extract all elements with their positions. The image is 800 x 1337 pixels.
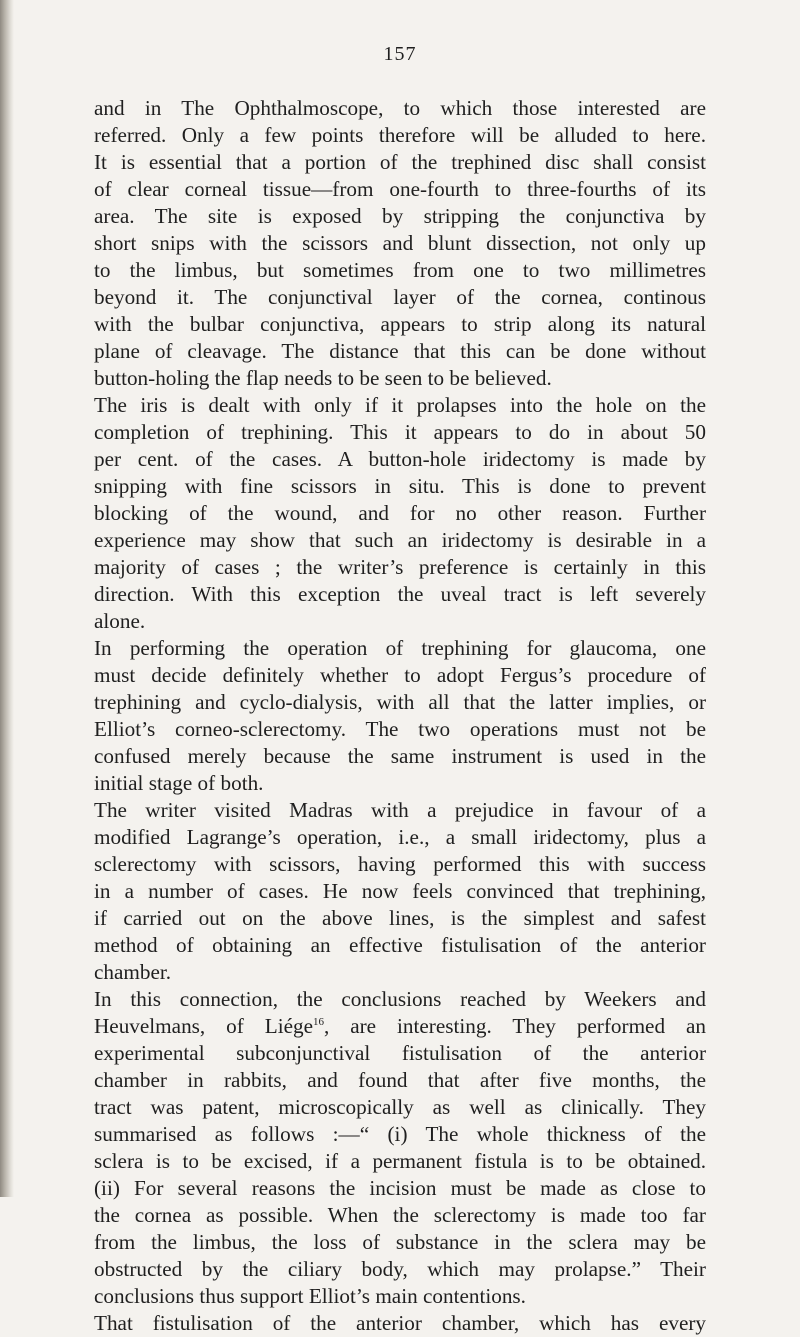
text-segment: , are interesting. They performed an	[323, 1014, 706, 1038]
text-segment: , a small iridectomy, plus a	[424, 825, 706, 849]
text-segment: and in	[94, 96, 182, 120]
text-segment: must decide definitely whether to adopt Fergus’s procedure of	[94, 663, 706, 687]
text-segment: majority of cases ; the writer’s preference is certainly in this	[94, 555, 706, 579]
text-line	[94, 851, 706, 878]
text-segment: obstructed by the ciliary body, which may prolapse.” Their	[94, 1257, 706, 1281]
text-segment: plane of cleavage. The distance that this can be done without	[94, 339, 706, 363]
footnote-reference: 16	[312, 1015, 324, 1028]
paragraph	[94, 149, 706, 392]
text-segment: method of obtaining an effective fistulisation of the anterior	[94, 933, 706, 957]
text-line	[94, 1094, 706, 1121]
text-line	[94, 1229, 706, 1256]
text-segment: In performing the operation of trephining for glaucoma, one	[94, 636, 706, 660]
text-line	[94, 1040, 706, 1067]
text-segment: Elliot’s corneo-sclerectomy. The two operations must not be	[94, 717, 706, 741]
text-segment: referred. Only a few points therefore will be alluded to here.	[94, 123, 706, 147]
text-line	[94, 95, 706, 122]
paragraph	[94, 95, 706, 149]
text-line	[94, 797, 706, 824]
text-line	[94, 1283, 706, 1310]
italic-text: in situ	[374, 474, 440, 498]
text-segment: from the limbus, the loss of substance in the sclera may be	[94, 1230, 706, 1254]
text-line	[94, 527, 706, 554]
paragraph	[94, 1310, 706, 1337]
text-line	[94, 986, 706, 1013]
text-line	[94, 581, 706, 608]
text-line	[94, 392, 706, 419]
text-line	[94, 824, 706, 851]
italic-text: i.e.	[398, 825, 425, 849]
text-line	[94, 149, 706, 176]
text-segment: , to which those interested are	[378, 96, 706, 120]
text-segment: experimental subconjunctival fistulisation of the anterior	[94, 1041, 706, 1065]
text-segment: snipping with fine scissors	[94, 474, 375, 498]
text-segment: of clear corneal tissue—from one-fourth to three-fourths of its	[94, 177, 706, 201]
text-segment: summarised as follows :—“ (i) The whole thickness of the	[94, 1122, 706, 1146]
text-line	[94, 500, 706, 527]
text-line	[94, 689, 706, 716]
text-segment: chamber.	[94, 960, 172, 984]
text-line	[94, 257, 706, 284]
text-segment: with the bulbar conjunctiva, appears to strip along its natural	[94, 312, 706, 336]
text-segment: confused merely because the same instrument is used in the	[94, 744, 706, 768]
text-segment: beyond it. The conjunctival layer of the cornea, continous	[94, 285, 706, 309]
text-line	[94, 1148, 706, 1175]
text-segment: blocking of the wound, and for no other reason. Further	[94, 501, 706, 525]
text-line	[94, 932, 706, 959]
text-segment: chamber in rabbits, and found that after five months, the	[94, 1068, 706, 1092]
text-segment: direction. With this exception the uveal tract is left severely	[94, 582, 706, 606]
text-line	[94, 1067, 706, 1094]
text-line	[94, 230, 706, 257]
text-segment: The iris is dealt with only if it prolapses into the hole on the	[94, 393, 706, 417]
text-line	[94, 365, 706, 392]
text-line	[94, 1175, 706, 1202]
text-line	[94, 770, 706, 797]
text-line	[94, 473, 706, 500]
text-segment: alone.	[94, 609, 146, 633]
text-segment: That fistulisation of the anterior chamber, which has every	[94, 1311, 706, 1335]
text-line	[94, 878, 706, 905]
text-segment: sclerectomy with scissors, having performed this with success	[94, 852, 706, 876]
text-line	[94, 743, 706, 770]
text-segment: the cornea as possible. When the sclerectomy is made too far	[94, 1203, 706, 1227]
text-segment: to the limbus, but sometimes from one to two millimetres	[94, 258, 706, 282]
italic-text: The Ophthalmoscope	[181, 96, 379, 120]
text-segment: The writer visited Madras with a prejudice in favour of a	[94, 798, 706, 822]
text-segment: per cent. of the cases. A button-hole iridectomy is made by	[94, 447, 706, 471]
text-segment: . This is done to prevent	[439, 474, 706, 498]
text-segment: modified Lagrange’s operation,	[94, 825, 399, 849]
text-line	[94, 905, 706, 932]
text-segment: if carried out on the above lines, is the simplest and safest	[94, 906, 706, 930]
paragraph	[94, 797, 706, 986]
page-number: 157	[383, 43, 417, 65]
text-line	[94, 122, 706, 149]
paragraph	[94, 986, 706, 1310]
text-segment: area. The site is exposed by stripping the conjunctiva by	[94, 204, 706, 228]
text-line	[94, 311, 706, 338]
text-line	[94, 608, 706, 635]
text-line	[94, 1013, 706, 1040]
text-line	[94, 716, 706, 743]
page-binding-edge	[0, 0, 14, 1197]
text-segment: It is essential that a portion of the trephined disc shall consist	[94, 150, 706, 174]
text-segment: Heuvelmans, of Liége	[94, 1014, 313, 1038]
text-line	[94, 203, 706, 230]
text-segment: sclera is to be excised, if a permanent fistula is to be obtained.	[94, 1149, 706, 1173]
paragraph	[94, 635, 706, 797]
text-segment: short snips with the scissors and blunt dissection, not only up	[94, 231, 706, 255]
text-line	[94, 338, 706, 365]
text-line	[94, 959, 706, 986]
text-segment: tract was patent, microscopically as well as clinically. They	[94, 1095, 706, 1119]
text-line	[94, 1310, 706, 1337]
text-line	[94, 419, 706, 446]
text-line	[94, 554, 706, 581]
text-segment: (ii) For several reasons the incision must be made as close to	[94, 1176, 706, 1200]
text-segment: experience may show that such an iridectomy is desirable in a	[94, 528, 706, 552]
paragraph	[94, 392, 706, 635]
body-text	[94, 95, 706, 1337]
text-line	[94, 176, 706, 203]
text-line	[94, 1256, 706, 1283]
text-segment: trephining and cyclo-dialysis, with all that the latter implies, or	[94, 690, 706, 714]
text-segment: button-holing the flap needs to be seen to be believed.	[94, 366, 552, 390]
text-line	[94, 446, 706, 473]
text-segment: in a number of cases. He now feels convinced that trephining,	[94, 879, 706, 903]
text-segment: In this connection, the conclusions reached by Weekers and	[94, 987, 706, 1011]
text-segment: conclusions thus support Elliot’s main contentions.	[94, 1284, 526, 1308]
text-line	[94, 662, 706, 689]
text-line	[94, 284, 706, 311]
text-line	[94, 1202, 706, 1229]
text-segment: initial stage of both.	[94, 771, 264, 795]
text-line	[94, 1121, 706, 1148]
text-line	[94, 635, 706, 662]
text-segment: completion of trephining. This it appears to do in about 50	[94, 420, 706, 444]
